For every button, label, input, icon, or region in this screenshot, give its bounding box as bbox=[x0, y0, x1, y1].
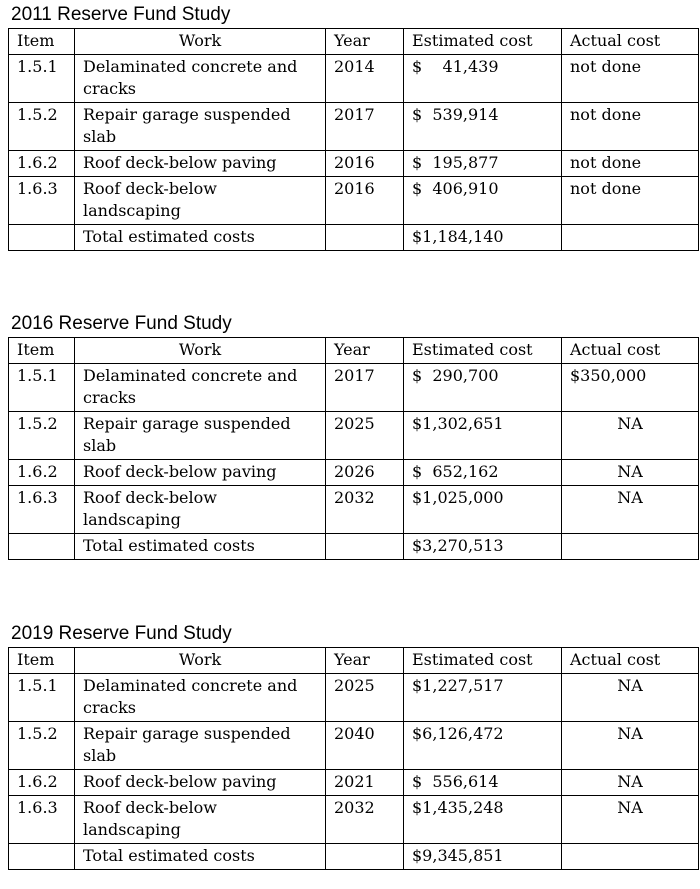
col-header-item: Item bbox=[9, 29, 75, 55]
actual-cost-cell: NA bbox=[562, 486, 699, 534]
year-cell: 2026 bbox=[326, 460, 404, 486]
empty-cell bbox=[562, 844, 699, 870]
work-cell: Roof deck-below landscaping bbox=[75, 796, 326, 844]
year-cell: 2021 bbox=[326, 770, 404, 796]
study-title: 2016 Reserve Fund Study bbox=[11, 313, 232, 334]
total-row bbox=[9, 225, 699, 251]
work-cell: Roof deck-below paving bbox=[75, 770, 326, 796]
work-cell: Roof deck-below paving bbox=[75, 460, 326, 486]
work-cell: Delaminated concrete and cracks bbox=[75, 674, 326, 722]
actual-cost-cell: NA bbox=[562, 460, 699, 486]
table-row bbox=[9, 103, 699, 151]
col-header-estimated: Estimated cost bbox=[404, 29, 562, 55]
table-row bbox=[9, 674, 699, 722]
study-title: 2011 Reserve Fund Study bbox=[11, 4, 231, 25]
year-cell: 2016 bbox=[326, 177, 404, 225]
actual-cost-cell: NA bbox=[562, 796, 699, 844]
col-header-work: Work bbox=[75, 29, 326, 55]
table-row bbox=[9, 460, 699, 486]
item-cell: 1.5.1 bbox=[9, 674, 75, 722]
item-cell: 1.5.2 bbox=[9, 412, 75, 460]
empty-cell bbox=[9, 534, 75, 560]
actual-cost-cell: $350,000 bbox=[562, 364, 699, 412]
col-header-item: Item bbox=[9, 648, 75, 674]
estimated-cost-cell: $1,435,248 bbox=[404, 796, 562, 844]
header-row bbox=[9, 29, 699, 55]
col-header-year: Year bbox=[326, 338, 404, 364]
total-value: $1,184,140 bbox=[404, 225, 562, 251]
year-cell: 2040 bbox=[326, 722, 404, 770]
empty-cell bbox=[326, 225, 404, 251]
total-value: $9,345,851 bbox=[404, 844, 562, 870]
actual-cost-cell: NA bbox=[562, 722, 699, 770]
item-cell: 1.5.2 bbox=[9, 103, 75, 151]
total-value: $3,270,513 bbox=[404, 534, 562, 560]
estimated-cost-cell: $6,126,472 bbox=[404, 722, 562, 770]
work-cell: Repair garage suspended slab bbox=[75, 722, 326, 770]
col-header-item: Item bbox=[9, 338, 75, 364]
table-row bbox=[9, 151, 699, 177]
total-label: Total estimated costs bbox=[75, 534, 326, 560]
work-cell: Delaminated concrete and cracks bbox=[75, 364, 326, 412]
col-header-work: Work bbox=[75, 648, 326, 674]
item-cell: 1.6.2 bbox=[9, 460, 75, 486]
header-row bbox=[9, 648, 699, 674]
actual-cost-cell: NA bbox=[562, 770, 699, 796]
year-cell: 2032 bbox=[326, 796, 404, 844]
estimated-cost-cell: $ 539,914 bbox=[404, 103, 562, 151]
total-row bbox=[9, 844, 699, 870]
col-header-year: Year bbox=[326, 29, 404, 55]
table-row bbox=[9, 55, 699, 103]
table-row bbox=[9, 796, 699, 844]
item-cell: 1.5.2 bbox=[9, 722, 75, 770]
empty-cell bbox=[326, 844, 404, 870]
col-header-work: Work bbox=[75, 338, 326, 364]
work-cell: Roof deck-below landscaping bbox=[75, 486, 326, 534]
estimated-cost-cell: $1,227,517 bbox=[404, 674, 562, 722]
empty-cell bbox=[9, 844, 75, 870]
cost-table bbox=[8, 647, 699, 870]
col-header-estimated: Estimated cost bbox=[404, 338, 562, 364]
col-header-estimated: Estimated cost bbox=[404, 648, 562, 674]
col-header-actual: Actual cost bbox=[562, 338, 699, 364]
empty-cell bbox=[562, 225, 699, 251]
estimated-cost-cell: $1,302,651 bbox=[404, 412, 562, 460]
study-2019 bbox=[0, 623, 700, 870]
work-cell: Roof deck-below landscaping bbox=[75, 177, 326, 225]
estimated-cost-cell: $ 556,614 bbox=[404, 770, 562, 796]
estimated-cost-cell: $ 195,877 bbox=[404, 151, 562, 177]
estimated-cost-cell: $ 41,439 bbox=[404, 55, 562, 103]
year-cell: 2017 bbox=[326, 364, 404, 412]
item-cell: 1.5.1 bbox=[9, 364, 75, 412]
total-label: Total estimated costs bbox=[75, 844, 326, 870]
table-row bbox=[9, 412, 699, 460]
header-row bbox=[9, 338, 699, 364]
empty-cell bbox=[9, 225, 75, 251]
table-row bbox=[9, 722, 699, 770]
total-row bbox=[9, 534, 699, 560]
empty-cell bbox=[562, 534, 699, 560]
study-title: 2019 Reserve Fund Study bbox=[11, 623, 232, 644]
year-cell: 2025 bbox=[326, 674, 404, 722]
actual-cost-cell: NA bbox=[562, 412, 699, 460]
item-cell: 1.5.1 bbox=[9, 55, 75, 103]
year-cell: 2025 bbox=[326, 412, 404, 460]
actual-cost-cell: not done bbox=[562, 177, 699, 225]
actual-cost-cell: not done bbox=[562, 55, 699, 103]
cost-table bbox=[8, 337, 699, 560]
item-cell: 1.6.3 bbox=[9, 796, 75, 844]
actual-cost-cell: NA bbox=[562, 674, 699, 722]
actual-cost-cell: not done bbox=[562, 151, 699, 177]
item-cell: 1.6.3 bbox=[9, 486, 75, 534]
table-row bbox=[9, 364, 699, 412]
work-cell: Repair garage suspended slab bbox=[75, 103, 326, 151]
col-header-year: Year bbox=[326, 648, 404, 674]
item-cell: 1.6.2 bbox=[9, 151, 75, 177]
study-2011 bbox=[0, 4, 700, 251]
empty-cell bbox=[326, 534, 404, 560]
item-cell: 1.6.3 bbox=[9, 177, 75, 225]
year-cell: 2032 bbox=[326, 486, 404, 534]
year-cell: 2017 bbox=[326, 103, 404, 151]
estimated-cost-cell: $ 406,910 bbox=[404, 177, 562, 225]
table-row bbox=[9, 486, 699, 534]
work-cell: Repair garage suspended slab bbox=[75, 412, 326, 460]
item-cell: 1.6.2 bbox=[9, 770, 75, 796]
actual-cost-cell: not done bbox=[562, 103, 699, 151]
study-2016 bbox=[0, 313, 700, 560]
work-cell: Delaminated concrete and cracks bbox=[75, 55, 326, 103]
table-row bbox=[9, 177, 699, 225]
col-header-actual: Actual cost bbox=[562, 648, 699, 674]
col-header-actual: Actual cost bbox=[562, 29, 699, 55]
cost-table bbox=[8, 28, 699, 251]
estimated-cost-cell: $1,025,000 bbox=[404, 486, 562, 534]
estimated-cost-cell: $ 652,162 bbox=[404, 460, 562, 486]
year-cell: 2016 bbox=[326, 151, 404, 177]
estimated-cost-cell: $ 290,700 bbox=[404, 364, 562, 412]
year-cell: 2014 bbox=[326, 55, 404, 103]
work-cell: Roof deck-below paving bbox=[75, 151, 326, 177]
table-row bbox=[9, 770, 699, 796]
total-label: Total estimated costs bbox=[75, 225, 326, 251]
